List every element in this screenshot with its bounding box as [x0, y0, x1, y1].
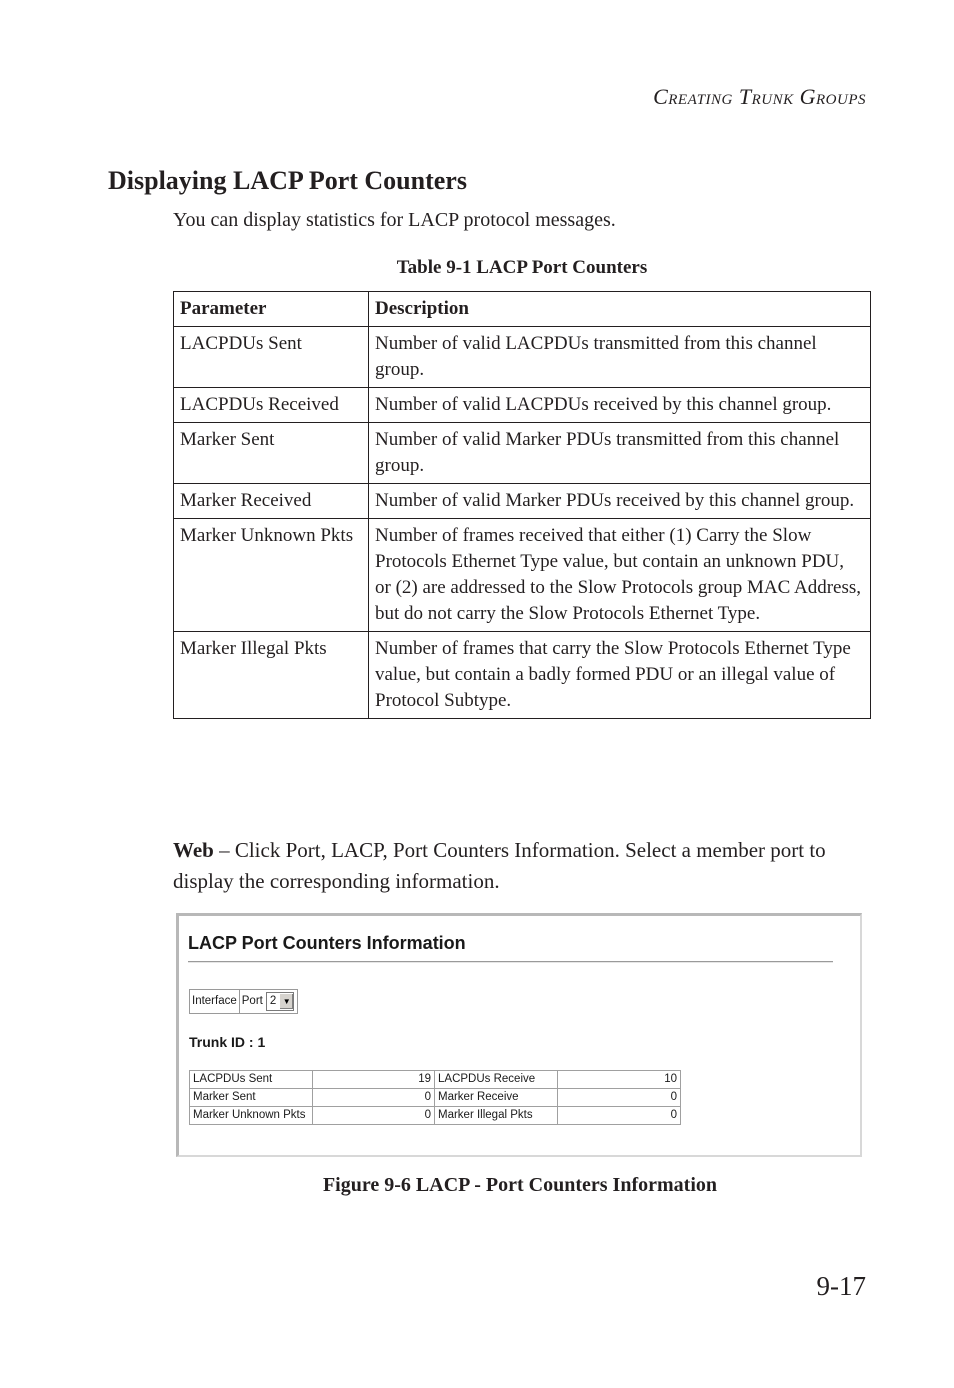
web-instructions	[173, 835, 863, 897]
counter-value: 19	[313, 1071, 435, 1089]
port-counters-screenshot	[176, 913, 862, 1157]
parameter-cell: LACPDUs Received	[174, 388, 369, 423]
port-select[interactable]	[266, 992, 294, 1011]
counters-grid	[189, 1070, 681, 1125]
header-parameter: Parameter	[174, 292, 369, 327]
description-cell: Number of frames received that either (1) Carry the Slow Protocols Ethernet Type value, but contain an unknown PDU, or (2) are addressed to the Slow Protocols group MAC Address, but do not carry the Slow Protocols Ethernet Type.	[369, 519, 871, 632]
title-divider	[188, 961, 833, 963]
counter-value: 0	[313, 1089, 435, 1107]
screenshot-title: LACP Port Counters Information	[188, 933, 466, 953]
counter-value: 0	[313, 1107, 435, 1125]
interface-label: Interface	[190, 990, 240, 1013]
counter-name: LACPDUs Sent	[190, 1071, 313, 1089]
table-row	[174, 423, 871, 484]
intro-paragraph: You can display statistics for LACP protocol messages.	[173, 209, 616, 231]
header-description: Description	[369, 292, 871, 327]
port-select-value: 2	[269, 995, 277, 1007]
counter-name: Marker Illegal Pkts	[435, 1107, 558, 1125]
counter-row	[190, 1089, 681, 1107]
description-cell: Number of valid LACPDUs transmitted from this channel group.	[369, 327, 871, 388]
table-row	[174, 388, 871, 423]
interface-selector	[189, 989, 298, 1014]
description-cell: Number of valid LACPDUs received by this channel group.	[369, 388, 871, 423]
table-row	[174, 632, 871, 719]
counter-row	[190, 1107, 681, 1125]
parameter-cell: LACPDUs Sent	[174, 327, 369, 388]
description-cell: Number of valid Marker PDUs received by this channel group.	[369, 484, 871, 519]
table-row	[174, 484, 871, 519]
counter-value: 10	[558, 1071, 681, 1089]
counter-row	[190, 1071, 681, 1089]
port-label: Port	[241, 995, 263, 1007]
parameter-cell: Marker Received	[174, 484, 369, 519]
table-row	[174, 327, 871, 388]
section-title: Displaying LACP Port Counters	[108, 166, 467, 195]
table-header-row	[174, 292, 871, 327]
counter-value: 0	[558, 1107, 681, 1125]
table-row	[174, 519, 871, 632]
counter-value: 0	[558, 1089, 681, 1107]
description-cell: Number of frames that carry the Slow Protocols Ethernet Type value, but contain a badly formed PDU or an illegal value of Protocol Subtype.	[369, 632, 871, 719]
running-header: Creating Trunk Groups	[653, 84, 866, 109]
figure-caption: Figure 9-6 LACP - Port Counters Information	[322, 1174, 718, 1196]
chevron-down-icon[interactable]: ▼	[279, 994, 293, 1009]
parameter-cell: Marker Unknown Pkts	[174, 519, 369, 632]
parameter-cell: Marker Illegal Pkts	[174, 632, 369, 719]
description-cell: Number of valid Marker PDUs transmitted from this channel group.	[369, 423, 871, 484]
counter-name: Marker Unknown Pkts	[190, 1107, 313, 1125]
table-caption: Table 9-1 LACP Port Counters	[396, 257, 648, 278]
parameter-cell: Marker Sent	[174, 423, 369, 484]
trunk-id: Trunk ID : 1	[189, 1034, 266, 1050]
web-label: Web	[173, 838, 214, 862]
lacp-counters-table	[173, 291, 871, 719]
page-number: 9-17	[816, 1271, 866, 1301]
counter-name: Marker Sent	[190, 1089, 313, 1107]
counter-name: LACPDUs Receive	[435, 1071, 558, 1089]
web-text: – Click Port, LACP, Port Counters Information. Select a member port to display the corresponding information.	[173, 838, 826, 893]
counter-name: Marker Receive	[435, 1089, 558, 1107]
